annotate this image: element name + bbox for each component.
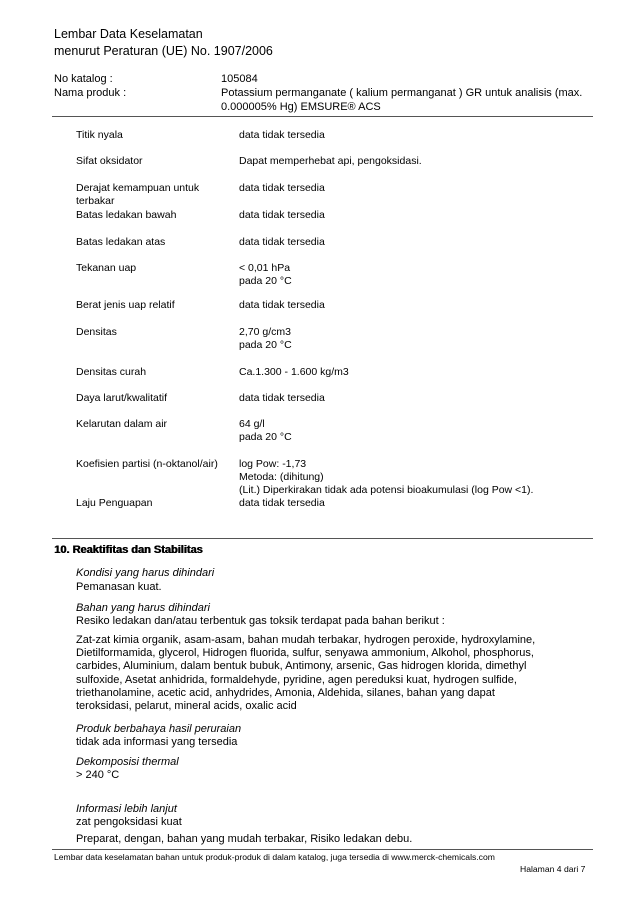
property-label: Berat jenis uap relatif — [76, 299, 175, 311]
section-10-title: 10. Reaktifitas dan Stabilitas — [54, 544, 203, 556]
property-label: Laju Penguapan — [76, 497, 153, 509]
materials-avoid-heading: Bahan yang harus dihindari — [76, 602, 210, 614]
property-label: Batas ledakan bawah — [76, 209, 177, 221]
property-value: data tidak tersedia — [239, 236, 325, 248]
property-label: Daya larut/kwalitatif — [76, 392, 168, 404]
decomposition-products-heading: Produk berbahaya hasil peruraian — [76, 723, 242, 735]
property-label: Sifat oksidator — [76, 155, 143, 167]
catalog-label: No katalog : — [54, 73, 113, 85]
product-value-line1: Potassium permanganate ( kalium permanganat ) GR untuk analisis (max. — [221, 87, 583, 99]
property-value: data tidak tersedia — [239, 299, 325, 311]
document-title-line2: menurut Peraturan (UE) No. 1907/2006 — [54, 44, 273, 58]
thermal-decomposition-heading: Dekomposisi thermal — [76, 756, 179, 768]
page-number: Halaman 4 dari 7 — [520, 864, 586, 874]
property-value: data tidak tersedia — [239, 497, 325, 509]
avoid-conditions-heading: Kondisi yang harus dihindari — [76, 567, 215, 579]
catalog-value: 105084 — [221, 73, 258, 85]
property-label: terbakar — [76, 195, 115, 207]
further-info-heading: Informasi lebih lanjut — [76, 803, 177, 815]
property-value: data tidak tersedia — [239, 209, 325, 221]
property-value: Ca.1.300 - 1.600 kg/m3 — [239, 366, 349, 378]
property-value: data tidak tersedia — [239, 129, 325, 141]
document-title-line1: Lembar Data Keselamatan — [54, 27, 203, 41]
materials-line: Zat-zat kimia organik, asam-asam, bahan mudah terbakar, hydrogen peroxide, hydroxylamine, — [76, 634, 536, 646]
property-value: 2,70 g/cm3 — [239, 326, 291, 338]
property-value: log Pow: -1,73 — [239, 458, 307, 470]
header-divider — [52, 116, 593, 117]
materials-line: teroksidasi, pelarut, mineral acids, oxalic acid — [76, 700, 297, 713]
materials-line: Dietilformamida, glycerol, Hidrogen fluorida, sulfur, senyawa ammonium, Alkohol, phosphorus, — [76, 647, 534, 660]
further-info-line2: Preparat, dengan, bahan yang mudah terbakar, Risiko ledakan debu. — [76, 833, 413, 845]
property-value: data tidak tersedia — [239, 182, 325, 194]
materials-line: carbides, Aluminium, dalam bentuk bubuk, Antimony, arsenic, Gas hidrogen klorida, dimethyl — [76, 660, 527, 673]
property-value: Metoda: (dihitung) — [239, 471, 324, 483]
property-value: < 0,01 hPa — [239, 262, 291, 274]
decomposition-products-text: tidak ada informasi yang tersedia — [76, 736, 238, 748]
materials-list — [76, 634, 535, 713]
property-label: Tekanan uap — [76, 262, 137, 274]
further-info-line1: zat pengoksidasi kuat — [76, 816, 182, 828]
footer-divider — [52, 849, 593, 850]
materials-line: triethanolamine, acetic acid, anhydrides, Amonia, Aldehida, silanes, bahan yang dapat — [76, 686, 495, 699]
section-divider — [52, 538, 593, 539]
avoid-conditions-text: Pemanasan kuat. — [76, 581, 162, 593]
product-label: Nama produk : — [54, 87, 127, 99]
footer-disclaimer: Lembar data keselamatan bahan untuk produk-produk di dalam katalog, juga tersedia di www.merck-chemicals.com — [54, 852, 495, 862]
property-label: Kelarutan dalam air — [76, 418, 168, 430]
property-label: Densitas — [76, 326, 117, 338]
materials-line: sulfoxide, Asetat anhidrida, formaldehyde, pyridine, agen pereduksi kuat, hydrogen sulfide, — [76, 673, 517, 686]
property-label: Derajat kemampuan untuk — [76, 182, 200, 194]
property-value: pada 20 °C — [239, 275, 292, 287]
property-value: pada 20 °C — [239, 339, 292, 351]
property-value: Dapat memperhebat api, pengoksidasi. — [239, 155, 422, 167]
property-value: (Lit.) Diperkirakan tidak ada potensi bioakumulasi (log Pow <1). — [239, 484, 534, 496]
property-value: 64 g/l — [239, 418, 265, 430]
property-label: Densitas curah — [76, 366, 147, 378]
property-value: pada 20 °C — [239, 431, 292, 443]
property-label: Titik nyala — [76, 129, 123, 141]
property-value: data tidak tersedia — [239, 392, 325, 404]
thermal-decomposition-text: > 240 °C — [76, 769, 120, 781]
product-value-line2: 0.000005% Hg) EMSURE® ACS — [221, 101, 381, 113]
property-label: Batas ledakan atas — [76, 236, 166, 248]
property-label: Koefisien partisi (n-oktanol/air) — [76, 458, 218, 470]
materials-avoid-intro: Resiko ledakan dan/atau terbentuk gas toksik terdapat pada bahan berikut : — [76, 615, 445, 627]
